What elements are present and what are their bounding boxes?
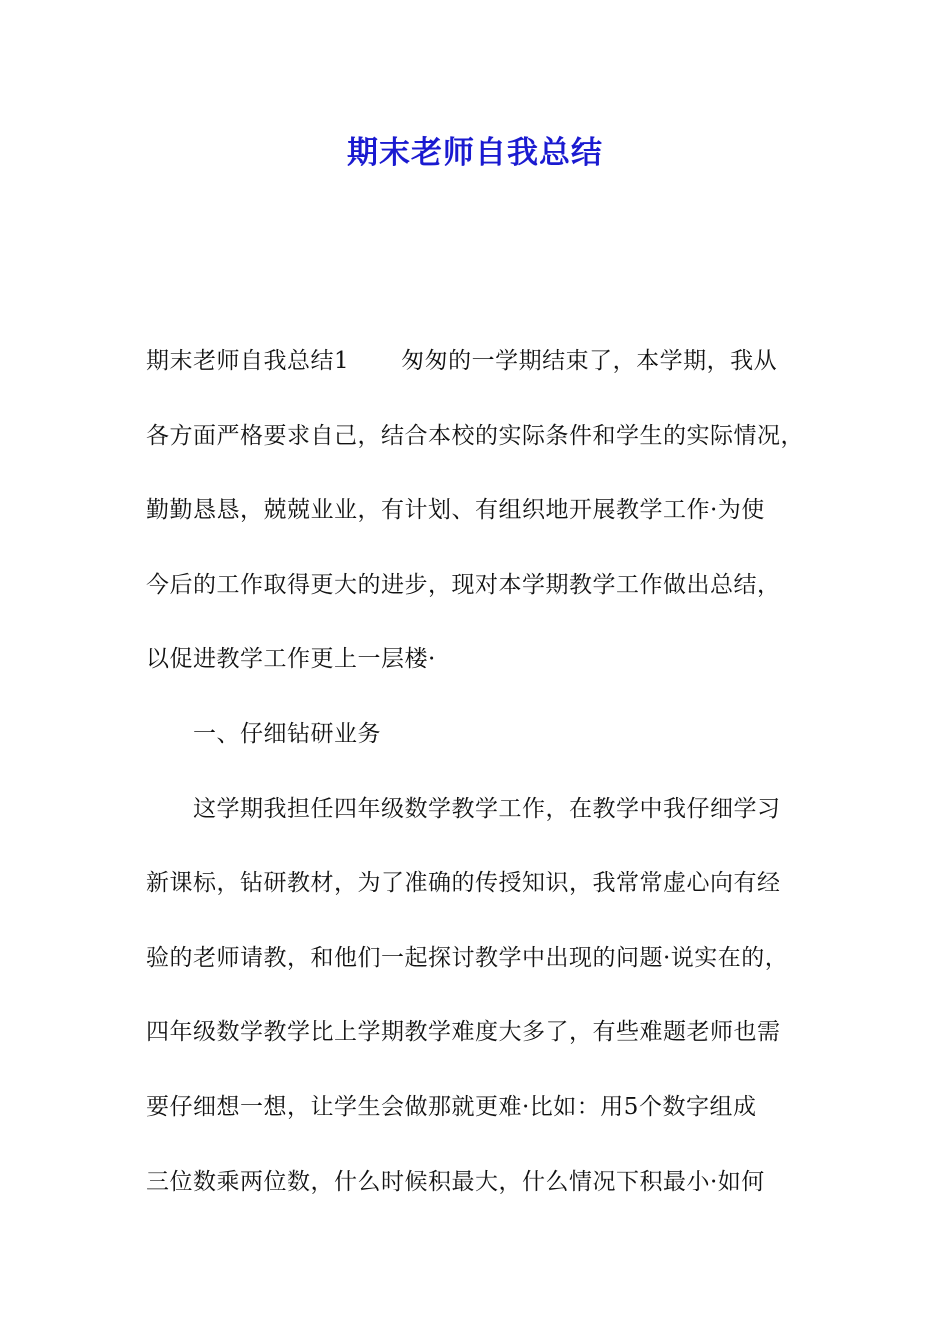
document-title: 期末老师自我总结 (347, 135, 603, 171)
section-heading: 期末老师自我总结1 (146, 348, 350, 374)
paragraph-line: 三位数乘两位数，什么时候积最大，什么情况下积最小·如何 (146, 1168, 765, 1195)
paragraph-line (146, 336, 836, 411)
paragraph-line: 四年级数学教学比上学期教学难度大多了，有些难题老师也需 (146, 1019, 781, 1046)
paragraph-line: 以促进教学工作更上一层楼· (146, 646, 436, 673)
paragraph-line: 要仔细想一想，让学生会做那就更难·比如：用5个数字组成 (146, 1093, 757, 1120)
document-body (146, 336, 836, 1231)
paragraph-line: 验的老师请教，和他们一起探讨教学中出现的问题·说实在的， (146, 944, 789, 971)
paragraph-line: 新课标，钻研教材，为了准确的传授知识，我常常虚心向有经 (146, 870, 781, 897)
line-text: 匆匆的一学期结束了，本学期，我从 (401, 348, 778, 374)
paragraph-line: 勤勤恳恳，兢兢业业，有计划、有组织地开展教学工作·为使 (146, 497, 765, 524)
section-heading-line: 一、仔细钻研业务 (193, 720, 381, 747)
paragraph-line: 各方面严格要求自己，结合本校的实际条件和学生的实际情况， (146, 422, 804, 449)
paragraph-line: 这学期我担任四年级数学教学工作，在教学中我仔细学习 (193, 795, 781, 822)
paragraph-line: 今后的工作取得更大的进步，现对本学期教学工作做出总结， (146, 571, 781, 598)
